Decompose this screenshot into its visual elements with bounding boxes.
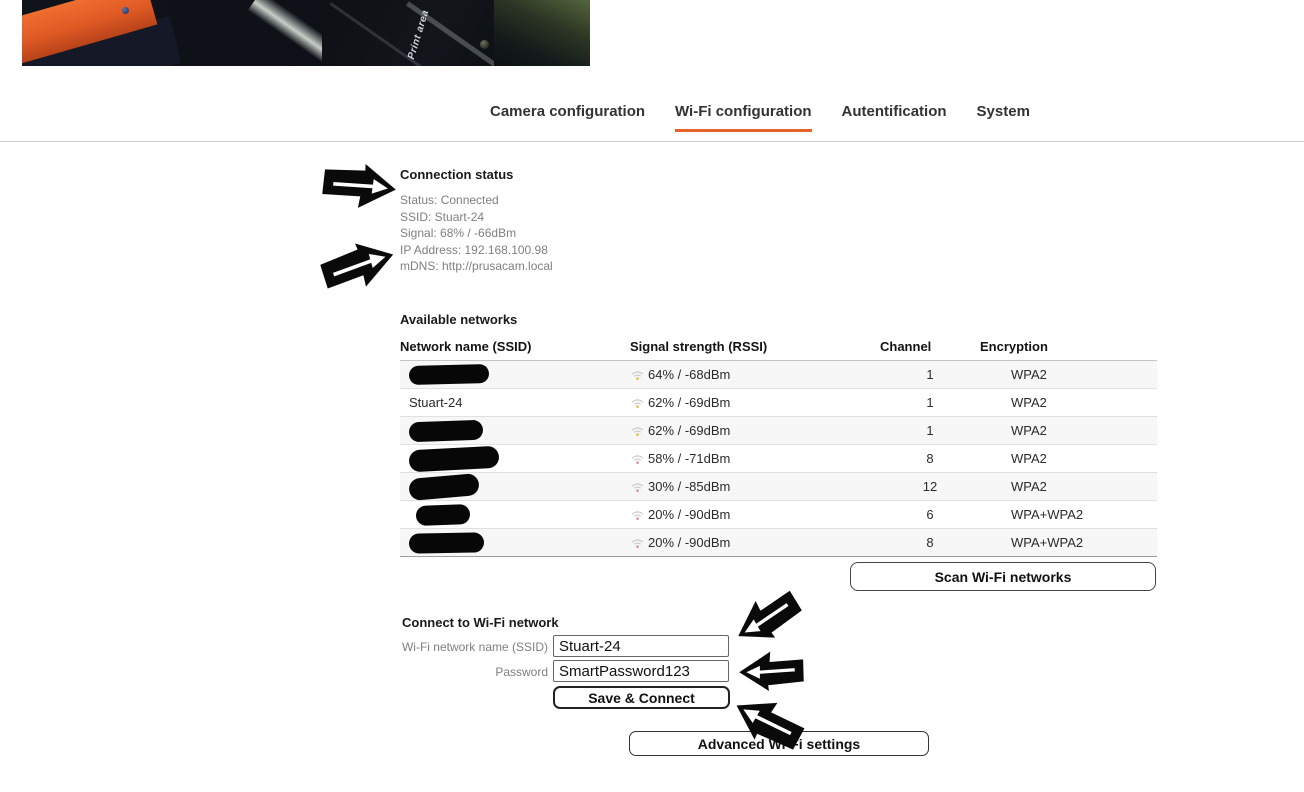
network-ssid: Stuart-24	[409, 395, 463, 410]
redaction-mark	[408, 472, 480, 500]
ssid-field-label: Wi-Fi network name (SSID)	[401, 640, 548, 654]
wifi-signal-icon	[630, 508, 645, 521]
table-header-row	[400, 337, 1157, 361]
network-row[interactable]	[400, 501, 1157, 529]
network-row[interactable]	[400, 417, 1157, 445]
network-signal-strength: 58% / -71dBm	[648, 451, 731, 466]
redaction-mark	[409, 364, 489, 385]
wifi-signal-icon	[630, 396, 645, 409]
annotation-arrow-right-icon	[317, 233, 400, 299]
annotation-arrow-right-icon	[320, 157, 399, 215]
tab-camera-configuration[interactable]: Camera configuration	[490, 103, 646, 120]
ip-address-line: IP Address: 192.168.100.98	[400, 242, 548, 257]
scan-wifi-networks-button[interactable]: Scan Wi-Fi networks	[850, 562, 1156, 591]
redaction-mark	[409, 532, 484, 553]
network-signal-strength: 20% / -90dBm	[648, 535, 731, 550]
network-encryption: WPA+WPA2	[980, 529, 1157, 557]
network-signal-strength: 62% / -69dBm	[648, 395, 731, 410]
ssid-line: SSID: Stuart-24	[400, 209, 485, 224]
network-encryption: WPA2	[980, 389, 1157, 417]
signal-line: Signal: 68% / -66dBm	[400, 226, 517, 240]
network-channel: 8	[880, 445, 980, 473]
available-networks-title: Available networks	[400, 312, 518, 327]
navigation-tabbar	[0, 103, 1304, 132]
redaction-mark	[408, 445, 499, 472]
ssid-input[interactable]	[553, 635, 729, 657]
header-divider	[0, 141, 1304, 142]
network-channel: 1	[880, 361, 980, 389]
column-header-signal: Signal strength (RSSI)	[630, 337, 880, 361]
wifi-signal-icon	[630, 424, 645, 437]
wifi-signal-icon	[630, 452, 645, 465]
network-signal-strength: 64% / -68dBm	[648, 367, 731, 382]
annotation-arrow-password-icon	[735, 651, 808, 691]
connection-status-section	[400, 167, 553, 275]
network-row[interactable]	[400, 445, 1157, 473]
network-channel: 1	[880, 417, 980, 445]
network-encryption: WPA+WPA2	[980, 501, 1157, 529]
tab-system[interactable]: System	[976, 103, 1030, 120]
column-header-encryption: Encryption	[980, 337, 1157, 361]
camera-snapshot-image	[22, 0, 590, 66]
network-encryption: WPA2	[980, 445, 1157, 473]
wifi-signal-icon	[630, 536, 645, 549]
network-signal-strength: 20% / -90dBm	[648, 507, 731, 522]
annotation-arrow-ssid-icon	[727, 582, 808, 654]
network-channel: 6	[880, 501, 980, 529]
wifi-signal-icon	[630, 368, 645, 381]
network-encryption: WPA2	[980, 473, 1157, 501]
network-signal-strength: 30% / -85dBm	[648, 479, 731, 494]
status-line: Status: Connected	[400, 193, 499, 207]
save-connect-button[interactable]: Save & Connect	[553, 686, 730, 709]
tab-autentification[interactable]: Autentification	[841, 103, 947, 120]
network-row[interactable]	[400, 389, 1157, 417]
password-field-label: Password	[495, 665, 548, 679]
column-header-ssid: Network name (SSID)	[400, 337, 630, 361]
available-networks-table	[400, 337, 1157, 557]
network-channel: 8	[880, 529, 980, 557]
network-channel: 12	[880, 473, 980, 501]
connection-status-title: Connection status	[400, 167, 514, 182]
mdns-line: mDNS: http://prusacam.local	[400, 259, 553, 273]
network-row[interactable]	[400, 529, 1157, 557]
tab-wifi-configuration[interactable]: Wi-Fi configuration	[675, 103, 812, 132]
camera-snapshot-screw	[122, 7, 129, 14]
advanced-wifi-settings-button[interactable]: Advanced Wi-Fi settings	[629, 731, 929, 756]
network-row[interactable]	[400, 473, 1157, 501]
password-input[interactable]	[553, 660, 729, 682]
wifi-signal-icon	[630, 480, 645, 493]
column-header-channel: Channel	[880, 337, 980, 361]
camera-snapshot-background	[494, 0, 590, 66]
print-area-label: Print area	[405, 8, 432, 61]
redaction-mark	[409, 419, 484, 442]
redaction-mark	[416, 504, 471, 526]
network-encryption: WPA2	[980, 361, 1157, 389]
network-encryption: WPA2	[980, 417, 1157, 445]
network-row[interactable]	[400, 361, 1157, 389]
network-channel: 1	[880, 389, 980, 417]
connect-form-title: Connect to Wi-Fi network	[402, 615, 559, 630]
network-signal-strength: 62% / -69dBm	[648, 423, 731, 438]
camera-snapshot-screw	[480, 40, 489, 49]
